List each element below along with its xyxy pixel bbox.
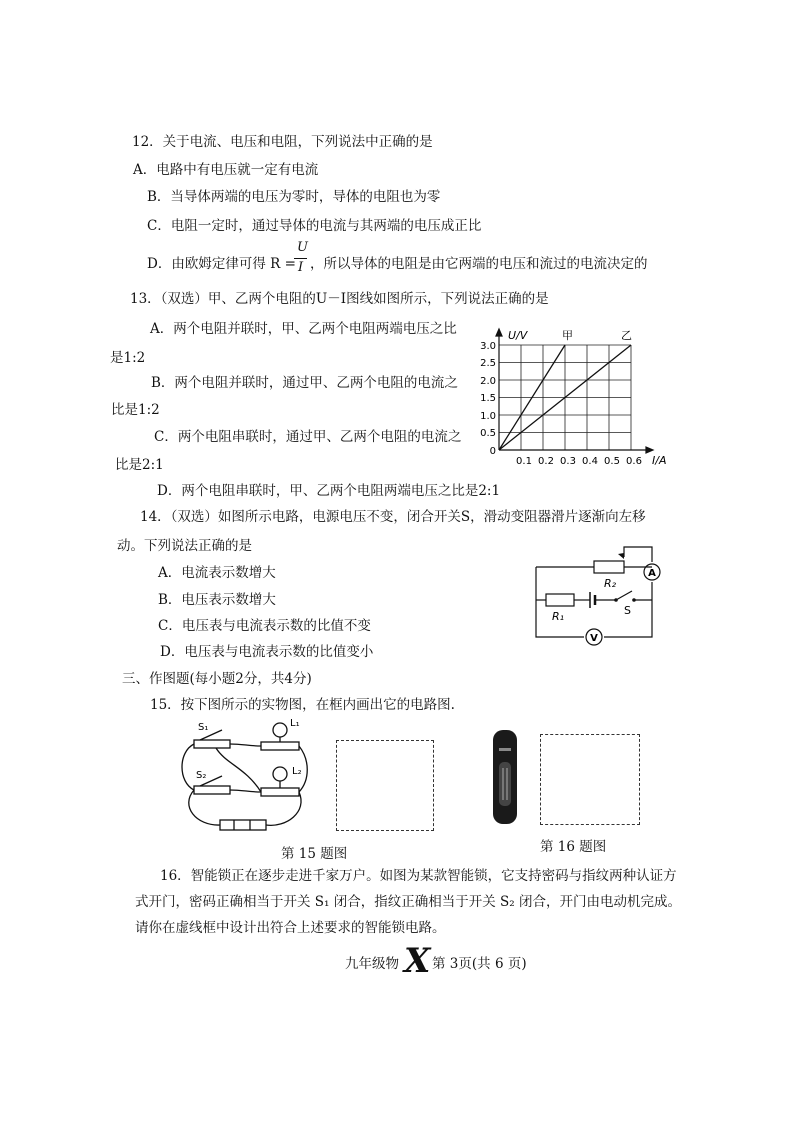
- smart-lock-image: [490, 728, 520, 828]
- q16-line2: 式开门，密码正确相当于开关 S₁ 闭合，指纹正确相当于开关 S₂ 闭合，开门由电动机完成。: [135, 894, 681, 910]
- l2-label: L₂: [292, 766, 302, 777]
- q12-option-c: C．电阻一定时，通过导体的电流与其两端的电压成正比: [147, 218, 482, 234]
- bulb-l2-icon: [273, 767, 287, 781]
- bulb-l1-board: [261, 742, 299, 750]
- section-3-heading: 三、作图题(每小题2分，共4分): [122, 671, 312, 687]
- q12-fraction-numerator: U: [297, 240, 308, 255]
- q14-option-d: D．电压表与电流表示数的比值变小: [160, 644, 374, 660]
- q13-option-c-line1: C．两个电阻串联时，通过甲、乙两个电阻的电流之: [154, 429, 462, 445]
- ytick: 1.0: [480, 411, 496, 422]
- ytick: 0: [489, 446, 496, 457]
- footer-page-number: 第 3页(共 6 页): [432, 956, 527, 972]
- ytick: 3.0: [480, 341, 496, 352]
- series-jia-label: 甲: [562, 329, 573, 342]
- switch-s1-board: [194, 740, 230, 748]
- q16-line1: 16．智能锁正在逐步走进千家万户。如图为某款智能锁，它支持密码与指纹两种认证方: [160, 868, 677, 884]
- graph-yticks: [480, 341, 496, 457]
- q13-option-a-line2: 是1:2: [110, 350, 146, 366]
- graph-ylabel: U/V: [508, 329, 528, 342]
- battery-pack: [220, 820, 266, 830]
- q16-line3: 请你在虚线框中设计出符合上述要求的智能锁电路。: [135, 920, 446, 936]
- q13-option-d: D．两个电阻串联时，甲、乙两个电阻两端电压之比是2:1: [157, 483, 501, 499]
- xtick: 0.5: [604, 456, 620, 467]
- graph-xlabel: I/A: [652, 454, 667, 467]
- q16-caption: 第 16 题图: [540, 839, 607, 855]
- bulb-l2-board: [261, 788, 299, 796]
- q15-stem: 15．按下图所示的实物图，在框内画出它的电路图.: [150, 697, 455, 713]
- footer-logo-mark: X: [404, 941, 431, 981]
- q12-stem: 12．关于电流、电压和电阻，下列说法中正确的是: [132, 134, 433, 150]
- voltmeter-label: V: [590, 633, 598, 644]
- ytick: 2.5: [480, 358, 496, 369]
- q13-option-c-line2: 比是2:1: [115, 457, 164, 473]
- ytick: 0.5: [480, 428, 496, 439]
- q12-option-a: A．电路中有电压就一定有电流: [133, 162, 319, 178]
- q13-ui-graph: [480, 323, 676, 468]
- switch-label: S: [624, 604, 631, 617]
- q15-caption: 第 15 题图: [281, 846, 348, 862]
- q13-option-a-line1: A．两个电阻并联时，甲、乙两个电阻两端电压之比: [150, 321, 457, 337]
- q14-option-a: A．电流表示数增大: [158, 565, 276, 581]
- xtick: 0.2: [538, 456, 554, 467]
- r2-rheostat: [594, 561, 624, 573]
- footer-grade-subject: 九年级物: [345, 956, 399, 972]
- s2-label: S₂: [196, 770, 207, 781]
- switch-s2-board: [194, 786, 230, 794]
- q13-stem: 13．（双选）甲、乙两个电阻的U－I图线如图所示，下列说法正确的是: [130, 291, 549, 307]
- switch-s: [616, 591, 632, 600]
- series-yi-label: 乙: [621, 329, 632, 342]
- q12-option-d-prefix: D．由欧姆定律可得 R =: [147, 256, 296, 272]
- xtick: 0.3: [560, 456, 576, 467]
- q14-option-c: C．电压表与电流表示数的比值不变: [158, 618, 371, 634]
- s1-label: S₁: [198, 722, 209, 733]
- graph-xticks: [516, 456, 642, 467]
- r1-label: R₁: [552, 610, 565, 623]
- q15-physical-circuit-image: [176, 716, 316, 836]
- bulb-l1-icon: [273, 723, 287, 737]
- r1-resistor: [546, 594, 574, 606]
- ytick: 2.0: [480, 376, 496, 387]
- q14-stem-line2: 动。下列说法正确的是: [117, 538, 252, 554]
- r2-label: R₂: [604, 577, 617, 590]
- ytick: 1.5: [480, 393, 496, 404]
- q12-fraction-denominator: I: [298, 260, 304, 275]
- q13-option-b-line1: B．两个电阻并联时，通过甲、乙两个电阻的电流之: [151, 375, 458, 391]
- q14-option-b: B．电压表示数增大: [158, 592, 276, 608]
- l1-label: L₁: [290, 718, 300, 729]
- q13-option-b-line2: 比是1:2: [111, 402, 160, 418]
- slider-arrow-icon: [618, 553, 624, 559]
- q12-fraction-bar: [294, 258, 307, 259]
- q15-answer-box[interactable]: [336, 740, 434, 831]
- ammeter-label: A: [648, 568, 656, 579]
- q14-stem-line1: 14．（双选）如图所示电路，电源电压不变，闭合开关S，滑动变阻器滑片逐渐向左移: [140, 509, 646, 525]
- q12-option-d-suffix: ，所以导体的电阻是由它两端的电压和流过的电流决定的: [310, 256, 648, 272]
- xtick: 0.4: [582, 456, 598, 467]
- q16-answer-box[interactable]: [540, 734, 640, 825]
- xtick: 0.1: [516, 456, 532, 467]
- q12-option-b: B．当导体两端的电压为零时，导体的电阻也为零: [147, 189, 441, 205]
- q14-circuit-diagram: [524, 542, 664, 652]
- xtick: 0.6: [626, 456, 642, 467]
